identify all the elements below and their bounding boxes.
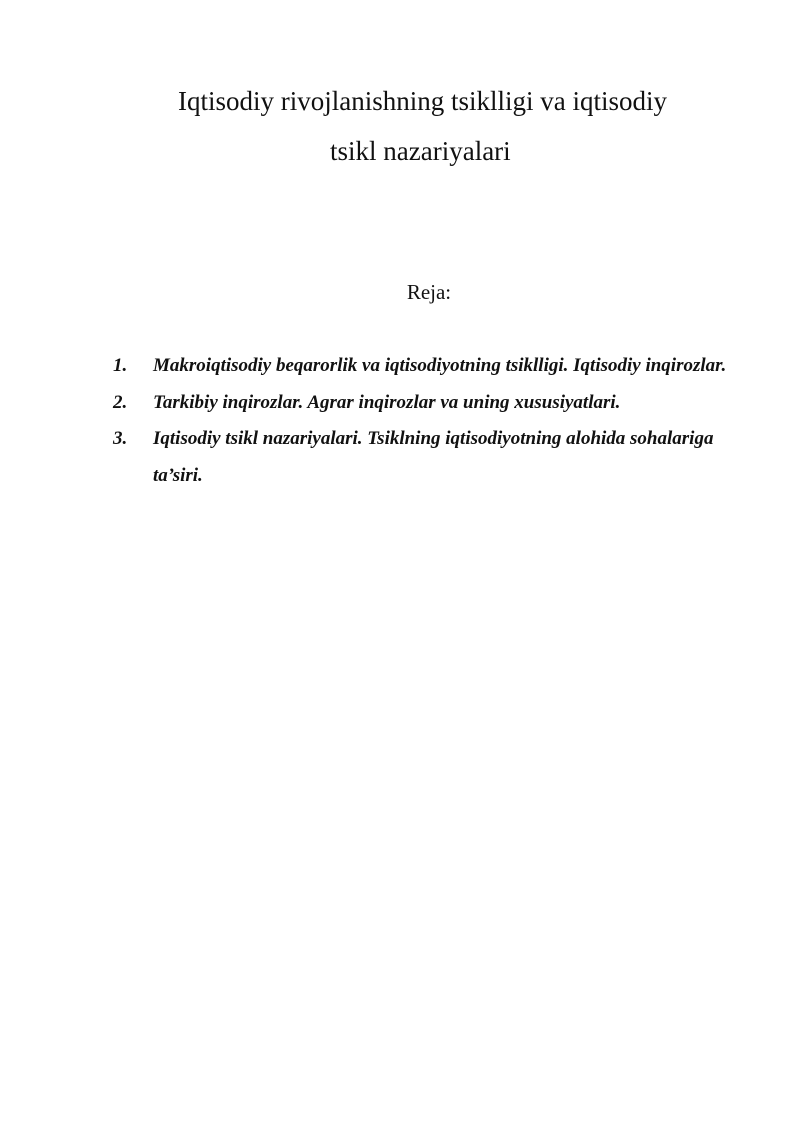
plan-heading: Reja:: [406, 280, 452, 304]
plan-list: [113, 348, 733, 494]
title-line-1: Iqtisodiy rivojlanishning tsiklligi va iqtisodiy: [178, 86, 668, 116]
plan-item-number: 1.: [113, 355, 128, 376]
plan-item-number: 2.: [113, 391, 128, 413]
title-line-2: tsikl nazariyalari: [330, 136, 511, 166]
plan-item-text: Makroiqtisodiy beqarorlik va iqtisodiyotning tsiklligi. Iqtisodiy inqirozlar.: [153, 355, 727, 376]
plan-item-text: Tarkibiy inqirozlar. Agrar inqirozlar va uning xususiyatlari.: [153, 391, 621, 413]
document-title: [0, 76, 800, 176]
plan-item: [113, 421, 733, 494]
plan-item-text: Iqtisodiy tsikl nazariyalari. Tsiklning iqtisodiyotning alohida sohalariga ta’siri.: [153, 428, 714, 486]
plan-item: [113, 385, 733, 422]
plan-item-number: 3.: [113, 428, 128, 449]
plan-item: [113, 348, 733, 385]
